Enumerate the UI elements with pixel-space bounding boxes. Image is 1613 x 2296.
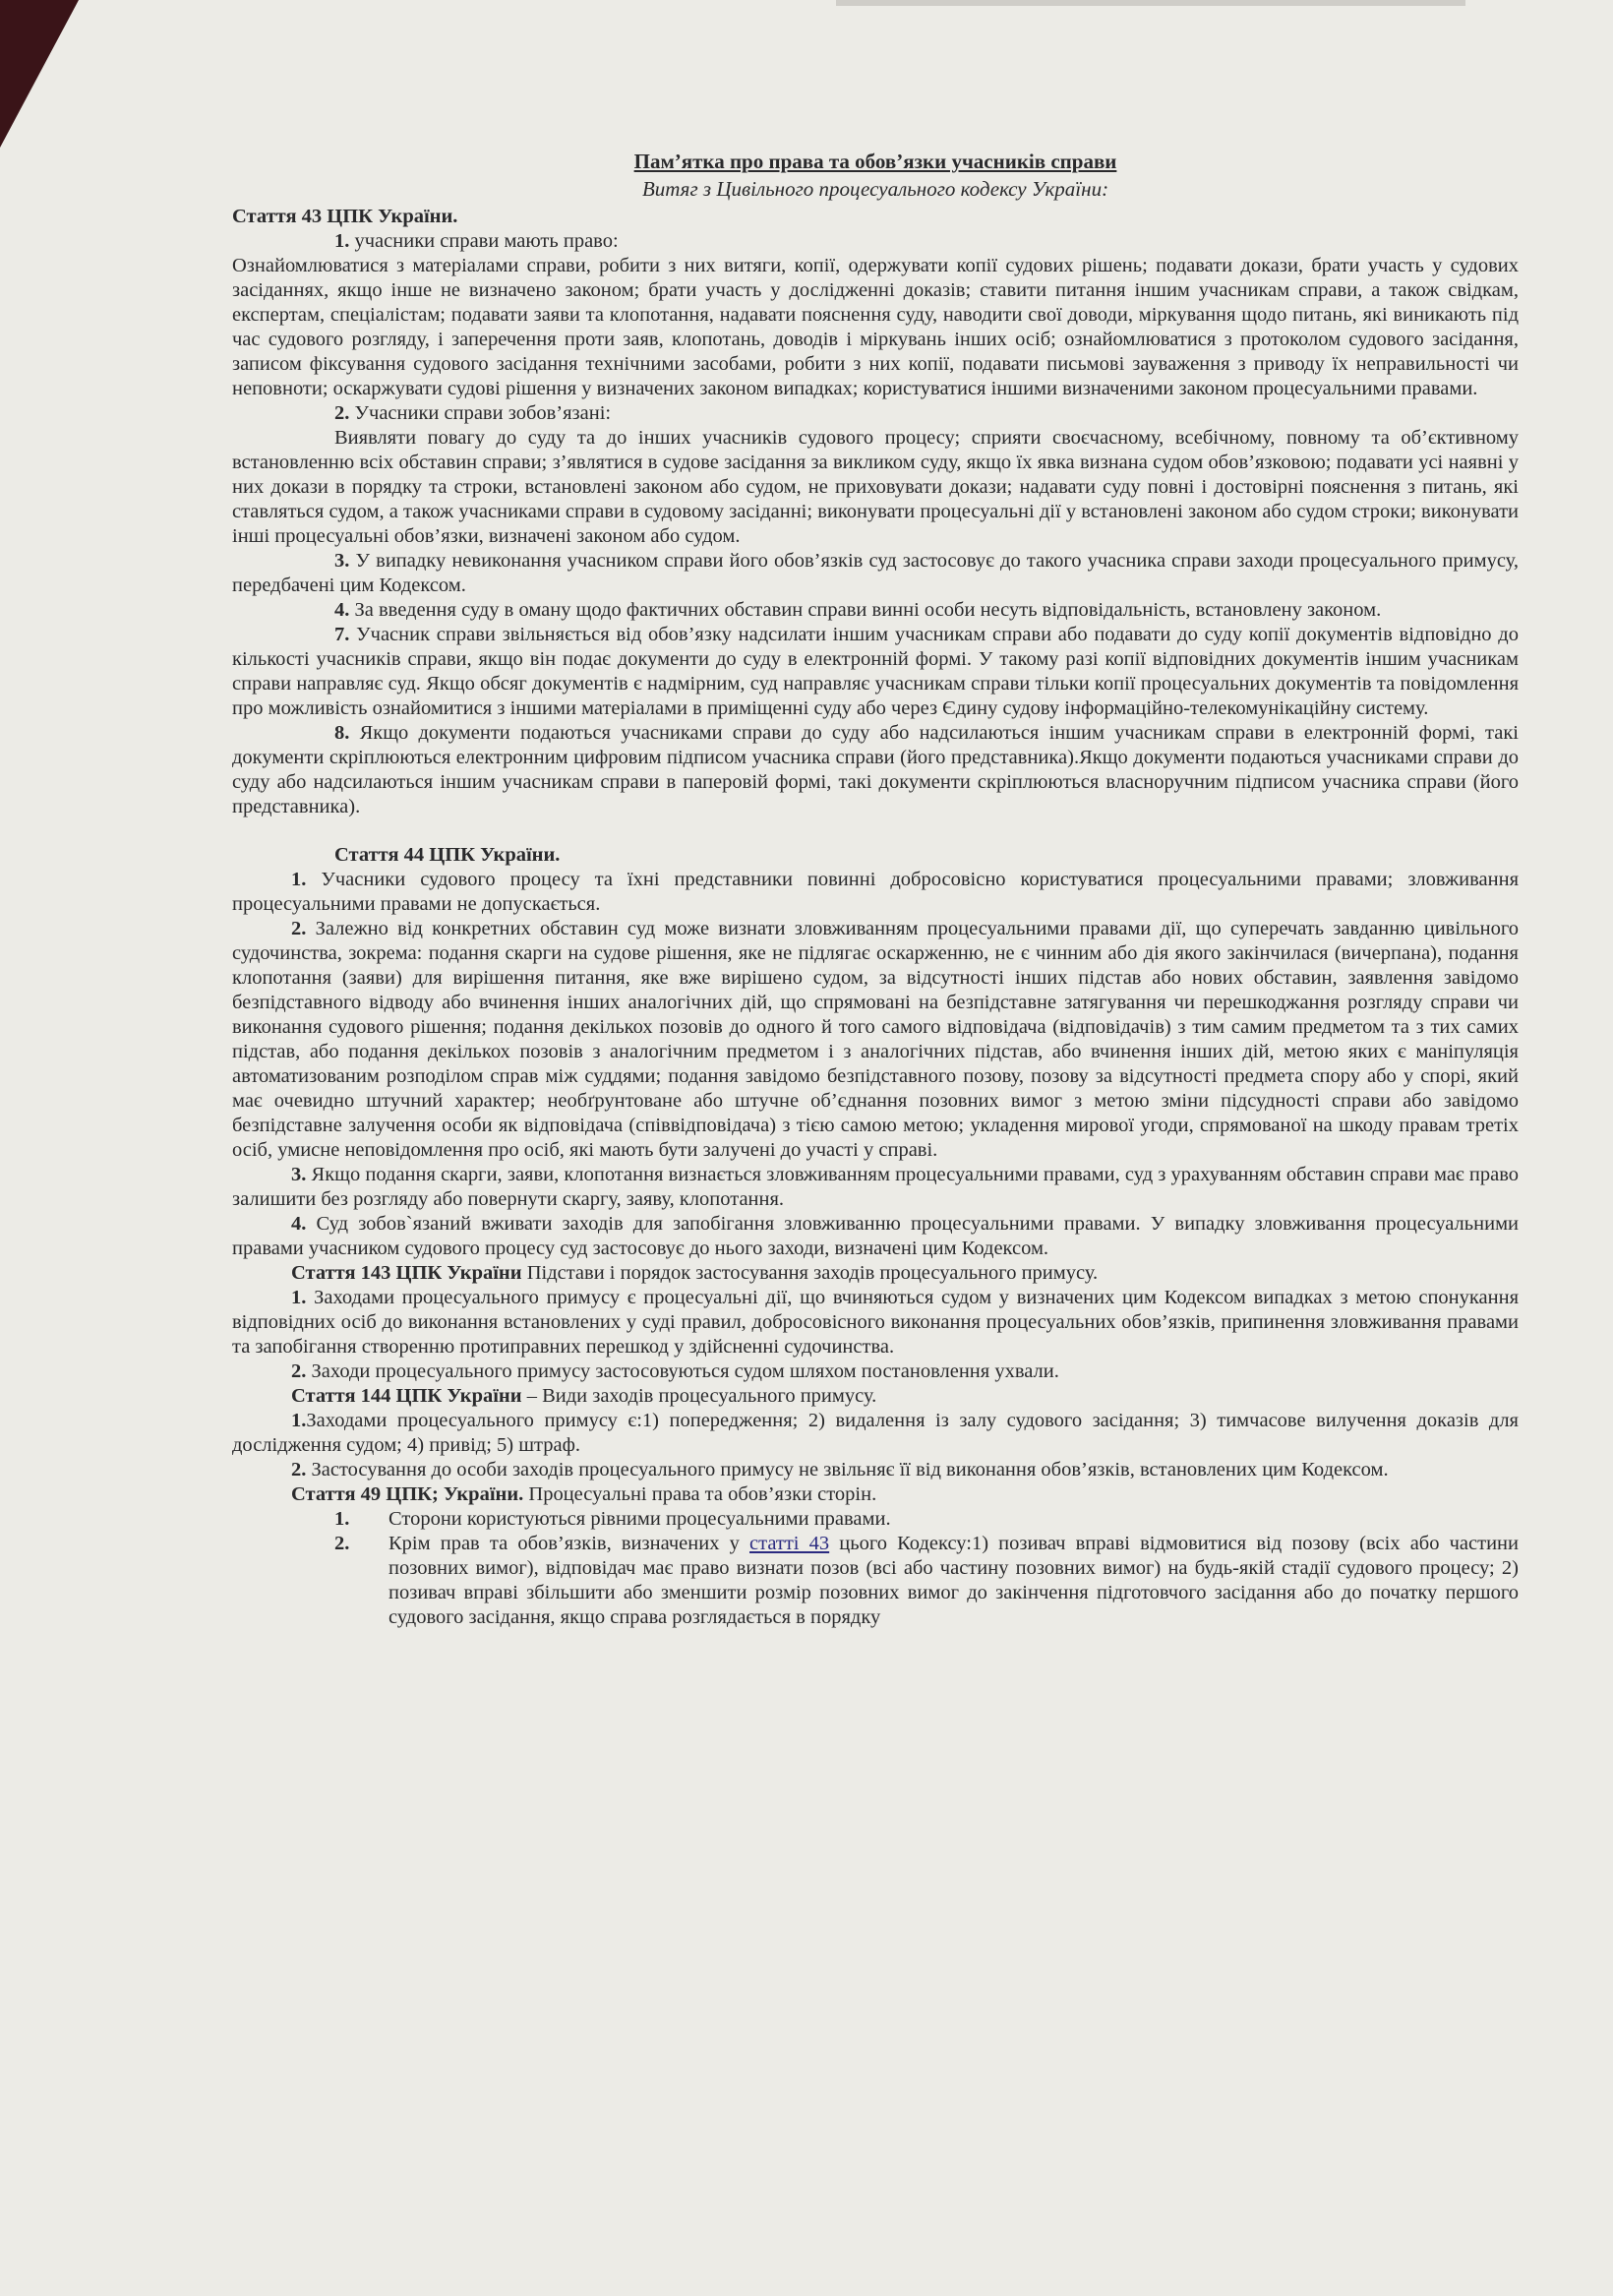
list-item [334,1507,1519,1532]
article-143-para-2 [232,1359,1519,1384]
article-heading-rest: Процесуальні права та обов’язки сторін. [523,1483,877,1505]
page-subtitle: Витяг з Цивільного процесуального кодексу України: [641,177,1109,201]
article-43-para-1-text: Ознайомлюватися з матеріалами справи, робити з них витяги, копії, одержувати копії судових рішень; подавати докази, брати участь у судових засіданнях, якщо інше не визначено законом; брати участь у дослідженні доказів; ставити питання іншим учасникам справи, а також свідкам, експертам, спеціалістам; подавати заяви та клопотання, надавати пояснення суду, наводити свої доводи, міркування щодо питань, які виникають під час судового розгляду, і заперечення проти заяв, клопотань, доводів і міркувань інших осіб; ознайомлюватися з протоколом судового засідання, записом фіксування судового засідання технічними засобами, робити з них копії, подавати письмові зауваження з приводу їх неправильності чи неповноти; оскаржувати судові рішення у визначених законом випадках; користуватися іншими визначеними законом процесуальними правами. [232,255,1519,399]
article-144-para-1 [232,1409,1519,1458]
para-number: 2. [291,1360,307,1382]
article-44-para-4 [232,1212,1519,1261]
para-number: 1. [334,230,350,252]
para-number: 3. [334,550,350,572]
article-43-heading: Стаття 43 ЦПК України. [232,206,458,227]
article-49-list [232,1507,1519,1630]
para-number: 1. [291,869,307,890]
scan-dark-corner [0,0,79,148]
para-text: За введення суду в оману щодо фактичних обставин справи винні особи несуть відповідальність, встановлену законом. [354,599,1382,621]
para-text: У випадку невиконання учасником справи його обов’язків суд застосовує до такого учасника справи заходи процесуального примусу, передбачені цим Кодексом. [232,550,1519,596]
para-text: Заходами процесуального примусу є:1) попередження; 2) видалення із залу судового засідання; 3) тимчасове вилучення доказів для дослідження судом; 4) привід; 5) штраф. [232,1410,1519,1456]
article-heading-bold: Стаття 49 ЦПК; України. [291,1483,524,1505]
para-number: 2. [291,1459,307,1480]
article-heading-rest: – Види заходів процесуального примусу. [521,1385,877,1407]
para-text: Якщо подання скарги, заяви, клопотання визнається зловживанням процесуальними правами, суд з урахуванням обставин справи має право залишити без розгляду або повернути скаргу, заяву, клопотання. [232,1164,1519,1210]
article-43-para-4 [232,598,1519,623]
para-text: Учасник справи звільняється від обов’язку надсилати іншим учасникам справи або подавати до суду копії документів відповідно до кількості учасників справи, якщо він подає документи до суду в електронній формі. У такому разі копії відповідних документів іншим учасникам справи направляє суд. Якщо обсяг документів є надмірним, суд направляє учасникам справи тільки копії процесуальних документів та повідомлення про можливість ознайомитися з іншими матеріалами в приміщенні суду або через Єдину судову інформаційно-телекомунікаційну систему. [232,624,1519,719]
para-number: 7. [334,624,350,645]
para-text: Залежно від конкретних обставин суд може визнати зловживанням процесуальними правами дії, що суперечать завданню цивільного судочинства, зокрема: подання скарги на судове рішення, яке не підлягає оскарженню, не є чинним або дія якого закінчилася (вичерпана), подання клопотання (заяви) для вирішення питання, яке вже вирішено судом, за відсутності інших підстав або нових обставин, заявлення завідомо безпідставного відводу або вчинення інших аналогічних дій, що спрямовані на безпідставне затягування чи перешкоджання розгляду справи чи виконання судового рішення; подання декількох позовів до одного й того самого відповідача (відповідачів) з тим самим предметом та з тих самих підстав, або подання декількох позовів з аналогічним предметом і з аналогічних підстав, або вчинення інших дій, метою яких є маніпуляція автоматизованим розподілом справ між суддями; подання завідомо безпідставного позову, позову за відсутності предмета спору або у спорі, який має очевидно штучний характер; необґрунтоване або штучне об’єднання позовних вимог з метою зміни підсудності справи або завідомо безпідставне залучення особи як відповідача (співвідповідача) з тією самою метою; укладення мирової угоди, спрямованої на шкоду правам третіх осіб, умисне неповідомлення про осіб, які мають бути залучені до участі у справі. [232,918,1519,1161]
article-44-para-3 [232,1163,1519,1212]
article-43-para-7 [232,623,1519,721]
para-lead: учасники справи мають право: [354,230,619,252]
para-text: Заходами процесуального примусу є процесуальні дії, що вчиняються судом у визначених цим Кодексом випадках з метою спонукання відповідних осіб до виконання встановлених у суді правил, добросовісного виконання процесуальних обов’язків, припинення зловживання правами та запобігання створенню протиправних перешкод у здійсненні судочинства. [232,1287,1519,1358]
article-143-heading [232,1261,1519,1286]
para-number: 2. [334,402,350,424]
text-after-link: цього Кодексу:1) позивач вправі відмовитися від позову (всіх або частини позовних вимог), відповідач має право визнати позов (всі або частину позовних вимог) на будь-якій стадії судового процесу; 2) позивач вправі збільшити або зменшити розмір позовних вимог до закінчення підготовчого засідання або до початку першого судового засідання, якщо справа розглядається в порядку [388,1533,1519,1628]
list-item [334,1532,1519,1630]
text-before-link: Крім прав та обов’язків, визначених у [388,1533,750,1554]
para-number: 1. [291,1287,307,1308]
para-number: 4. [334,599,350,621]
article-heading-bold: Стаття 143 ЦПК України [291,1262,522,1284]
article-43-para-2-lead [232,401,1519,426]
article-43-link[interactable]: статті 43 [749,1533,830,1554]
document-page [232,148,1519,1630]
para-text: Заходи процесуального примусу застосовуються судом шляхом постановлення ухвали. [311,1360,1059,1382]
list-item-number: 1. [334,1508,350,1530]
para-number: 1. [291,1410,307,1431]
list-item-number: 2. [334,1533,350,1554]
list-item-text: Сторони користуються рівними процесуальними правами. [388,1508,891,1530]
para-text: Суд зобов`язаний вживати заходів для запобігання зловживанню процесуальними правами. У випадку зловживання процесуальними правами учасником судового процесу суд застосовує до нього заходи, визначені цим Кодексом. [232,1213,1520,1259]
para-text: Якщо документи подаються учасниками справи до суду або надсилаються іншим учасникам справи в електронній формі, такі документи скріплюються електронним цифровим підписом учасника справи (його представника).Якщо документи подаються учасниками справи до суду або надсилаються іншим учасникам справи в паперовій формі, такі документи скріплюються власноручним підписом учасника справи (його представника). [232,722,1519,817]
article-144-para-2 [232,1458,1519,1482]
article-43-para-1-lead [232,229,1519,254]
para-text: Застосування до особи заходів процесуального примусу не звільняє її від виконання обов’язків, встановлених цим Кодексом. [311,1459,1389,1480]
article-44-heading: Стаття 44 ЦПК України. [334,844,561,866]
section-gap [232,819,1519,843]
para-number: 4. [291,1213,307,1235]
para-number: 3. [291,1164,307,1185]
article-heading-bold: Стаття 144 ЦПК України [291,1385,522,1407]
article-143-para-1 [232,1286,1519,1359]
page-title: Пам’ятка про права та обов’язки учасників справи [633,150,1117,173]
para-number: 2. [291,918,307,939]
article-49-heading [232,1482,1519,1507]
article-heading-rest: Підстави і порядок застосування заходів процесуального примусу. [521,1262,1099,1284]
para-text: Учасники судового процесу та їхні представники повинні добросовісно користуватися процесуальними правами; зловживання процесуальними правами не допускається. [232,869,1519,915]
article-144-heading [232,1384,1519,1409]
article-44-para-2 [232,917,1519,1163]
article-44-para-1 [232,868,1519,917]
article-43-para-8 [232,721,1519,819]
para-number: 8. [334,722,350,744]
article-43-para-2-text: Виявляти повагу до суду та до інших учасників судового процесу; сприяти своєчасному, всебічному, повному та об’єктивному встановленню всіх обставин справи; з’являтися в судове засідання за викликом суду, якщо їх явка визнана судом обов’язковою; подавати усі наявні у них докази в порядку та строки, встановлені законом або судом, не приховувати докази; надавати суду повні і достовірні пояснення з питань, які ставляться судом, а також учасниками справи в судовому засіданні; виконувати процесуальні дії у встановлені законом або судом строки; виконувати інші процесуальні обов’язки, визначені законом або судом. [232,427,1519,547]
article-43-para-3 [232,549,1519,598]
list-item-text [388,1532,1519,1630]
para-lead: Учасники справи зобов’язані: [354,402,612,424]
scan-top-edge [836,0,1465,6]
